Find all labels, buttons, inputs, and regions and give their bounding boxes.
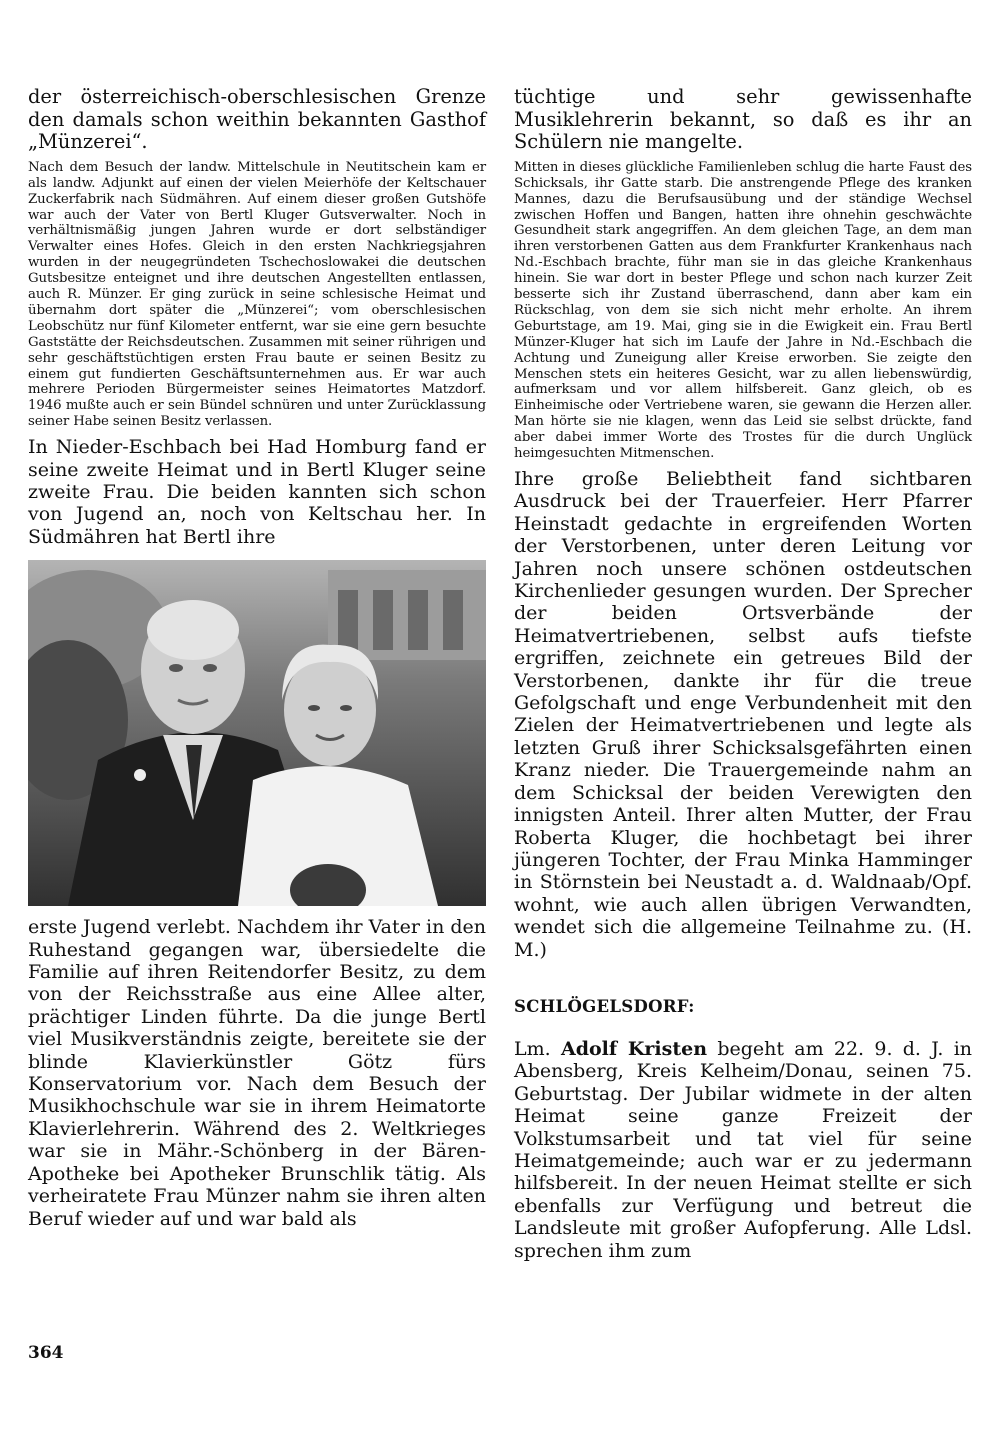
birthday-paragraph [514, 1038, 972, 1262]
article-continuation-text: der österreichisch-oberschlesischen Grenze den damals schon weithin bekannten Gasthof „Münzerei“. [28, 85, 486, 154]
death-paragraph: Mitten in dieses glückliche Familienleben schlug die harte Faust des Schicksals, ihr Gatte starb. Die anstrengende Pflege des kranken Mannes, dazu die Berufsausübung und der ständige Wechsel zwischen Hoffen und Bangen, hatten ihre ohnehin geschwächte Gesundheit stark angegriffen. An dem gleichen Tage, an dem man ihren verstorbenen Gatten aus dem Frankfurter Krankenhaus nach Nd.-Eschbach brachte, führ man sie in das gleiche Krankenhaus hinein. Sie war dort in bester Pflege und schon nach kurzer Zeit besserte sich ihr Zustand überraschend, dann aber kam ein Rückschlag, von dem sie sich nicht mehr erholte. An ihrem Geburtstage, am 19. Mai, ging sie in die Ewigkeit ein. Frau Bertl Münzer-Kluger hat sich im Laufe der Jahre in Nd.-Eschbach die Achtung und Zuneigung aller Kreise erworben. Sie zeigte den Menschen stets ein heiteres Gesicht, war zu allen liebenswürdig, aufmerksam und vor allem hilfsbereit. Ganz gleich, ob es Einheimische oder Vertriebene waren, sie gewann die Herzen aller. Man hörte sie nie klagen, wenn das Leid sie selbst drückte, fand aber dabei immer Worte des Trostes für die durch Unglück heimgesuchten Mitmenschen. [514, 159, 972, 462]
second-marriage-paragraph: In Nieder-Eschbach bei Had Homburg fand er seine zweite Heimat und in Bertl Kluger seine zweite Frau. Die beiden kannten sich schon von Jugend an, noch von Keltschau her. In Südmähren hat Bertl ihre [28, 436, 486, 548]
youth-paragraph: erste Jugend verlebt. Nachdem ihr Vater in den Ruhestand gegangen war, übersiedelte die Familie auf ihren Reitendorfer Besitz, zu dem von der Reichsstraße aus eine Allee alter, prächtiger Linden führte. Da die junge Bertl viel Musikverständnis zeigte, bereitete sie der blinde Klavierkünstler Götz fürs Konservatorium vor. Nach dem Besuch der Musikhochschule war sie in ihrem Heimatorte Klavierlehrerin. Während des 2. Weltkrieges war sie in Mähr.-Schönberg in der Bären-Apotheke bei Apotheker Brunschlik tätig. Als verheiratete Frau Münzer nahm sie ihren alten Beruf wieder auf und war bald als [28, 916, 486, 1230]
right-column [514, 86, 972, 1262]
birthday-text: begeht am 22. 9. d. J. in Abensberg, Kreis Kelheim/Donau, seinen 75. Geburtstag. Der Jubilar widmete in der alten Heimat seine ganze Freizeit der Volkstumsarbeit und tat viel für seine Heimatgemeinde; auch war er zu jedermann hilfsbereit. In der neuen Heimat stellte er sich ebenfalls zur Verfügung und betreut die Landsleute mit großer Aufopferung. Alle Ldsl. sprechen ihm zum [514, 1037, 973, 1262]
left-column [28, 86, 486, 1230]
music-teacher-text: tüchtige und sehr gewissenhafte Musiklehrerin bekannt, so daß es ihr an Schülern nie mangelte. [514, 85, 972, 154]
funeral-paragraph: Ihre große Beliebtheit fand sichtbaren Ausdruck bei der Trauerfeier. Herr Pfarrer Heinstadt gedachte in ergreifenden Worten der Verstorbenen, unter deren Leitung vor Jahren noch unsere schönen ostdeutschen Kirchenlieder gesungen wurden. Der Sprecher der beiden Ortsverbände der Heimatvertriebenen, selbst aufs tiefste ergriffen, zeichnete ein getreues Bild der Verstorbenen, dankte ihr für die treue Gefolgschaft und enge Verbundenheit mit den Zielen der Heimatvertriebenen und legte als letzten Gruß ihrer Schicksalsgefährten einen Kranz nieder. Die Trauergemeinde nahm an dem Schicksal der beiden Verewigten den innigsten Anteil. Ihrer alten Mutter, der Frau Roberta Kluger, die hochbetagt bei ihrer jüngeren Tochter, der Frau Minka Hamminger in Störnstein bei Neustadt a. d. Waldnaab/Opf. wohnt, wie auch allen übrigen Verwandten, wendet sich die allgemeine Teilnahme zu. (H. M.) [514, 468, 972, 961]
birthday-prefix: Lm. [514, 1037, 551, 1060]
section-heading: SCHLÖGELSDORF: [514, 996, 695, 1016]
biography-paragraph: Nach dem Besuch der landw. Mittelschule in Neutitschein kam er als landw. Adjunkt auf einen der vielen Meierhöfe der Keltschauer Zuckerfabrik nach Südmähren. Auf einem dieser großen Gutshöfe war auch der Vater von Bertl Kluger Gutsverwalter. Noch in verhältnismäßig jungen Jahren wurde er dort selbständiger Verwalter eines Hofes. Gleich in den ersten Nachkriegsjahren wurden in der neugegründeten Tschechoslowakei die deutschen Gutsbesitze enteignet und ihre deutschen Angestellten entlassen, auch R. Münzer. Er ging zurück in seine schlesische Heimat und übernahm dort später die „Münzerei“; vom oberschlesischen Leobschütz nur fünf Kilometer entfernt, war sie eine gern besuchte Gaststätte der Reichsdeutschen. Zusammen mit seiner rührigen und sehr geschäftstüchtigen ersten Frau baute er seinen Besitz zu einem gut fundierten Geschäftsunternehmen aus. Er war auch mehrere Perioden Bürgermeister seines Heimatortes Matzdorf. 1946 mußte auch er sein Bündel schnüren und unter Zurücklassung seiner Habe seinen Besitz verlassen. [28, 159, 486, 430]
couple-photo [28, 560, 486, 906]
couple-photo-illustration [28, 560, 486, 906]
jubilar-name: Adolf Kristen [560, 1037, 708, 1060]
page-number: 364 [28, 1343, 64, 1363]
